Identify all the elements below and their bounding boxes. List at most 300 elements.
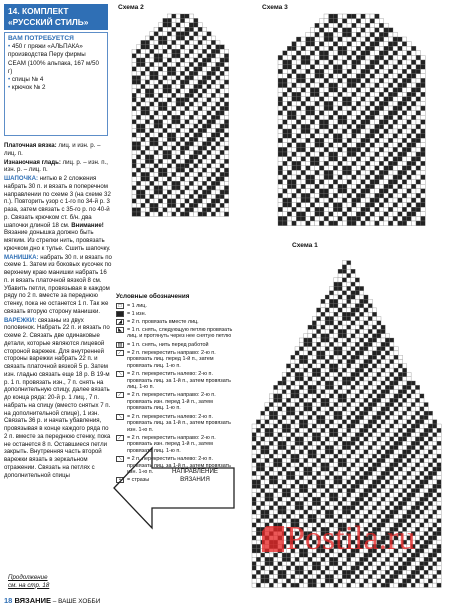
grid-cell (176, 111, 180, 115)
grid-cell (296, 46, 301, 51)
grid-cell (256, 557, 260, 561)
grid-cell (287, 78, 292, 83)
grid-cell (202, 111, 206, 115)
grid-cell (393, 37, 398, 42)
grid-cell (338, 175, 343, 180)
grid-cell (365, 65, 370, 70)
grid-cell (269, 407, 273, 411)
grid-cell (292, 212, 297, 217)
grid-cell (299, 415, 303, 419)
grid-cell (185, 181, 189, 185)
grid-cell (377, 329, 381, 333)
grid-cell (385, 403, 389, 407)
grid-cell (310, 65, 315, 70)
grid-cell (379, 97, 384, 102)
grid-cell (407, 78, 412, 83)
grid-cell (342, 454, 346, 458)
grid-cell (385, 579, 389, 583)
grid-cell (329, 446, 333, 450)
grid-cell (372, 437, 376, 441)
grid-cell (180, 102, 184, 106)
grid-cell (381, 403, 385, 407)
grid-cell (355, 329, 359, 333)
grid-cell (370, 32, 375, 37)
grid-cell (364, 355, 368, 359)
grid-cell (252, 575, 256, 579)
grid-cell (176, 137, 180, 141)
grid-cell (385, 407, 389, 411)
grid-cell (329, 88, 334, 93)
grid-cell (287, 189, 292, 194)
grid-cell (364, 338, 368, 342)
grid-cell (154, 186, 158, 190)
grid-cell (158, 181, 162, 185)
grid-cell (381, 415, 385, 419)
grid-cell (329, 111, 334, 116)
grid-cell (278, 411, 282, 415)
grid-cell (347, 106, 352, 111)
grid-cell (355, 471, 359, 475)
grid-cell (416, 120, 421, 125)
grid-cell (220, 54, 224, 58)
grid-cell (351, 282, 355, 286)
grid-cell (381, 355, 385, 359)
grid-cell (347, 441, 351, 445)
grid-cell (407, 124, 412, 129)
grid-cell (377, 570, 381, 574)
grid-cell (379, 111, 384, 116)
grid-cell (381, 562, 385, 566)
grid-cell (403, 385, 407, 389)
grid-cell (394, 360, 398, 364)
grid-cell (194, 49, 198, 53)
grid-cell (163, 106, 167, 110)
grid-cell (393, 216, 398, 221)
grid-cell (355, 415, 359, 419)
grid-cell (437, 575, 441, 579)
grid-cell (295, 407, 299, 411)
grid-cell (381, 377, 385, 381)
grid-cell (379, 120, 384, 125)
grid-cell (375, 175, 380, 180)
grid-cell (415, 553, 419, 557)
grid-cell (372, 360, 376, 364)
grid-cell (296, 161, 301, 166)
grid-cell (306, 129, 311, 134)
grid-cell (338, 493, 342, 497)
grid-cell (252, 484, 256, 488)
grid-cell (292, 180, 297, 185)
grid-cell (315, 55, 320, 60)
grid-cell (287, 157, 292, 162)
grid-cell (364, 428, 368, 432)
grid-cell (291, 403, 295, 407)
grid-cell (189, 181, 193, 185)
grid-cell (333, 42, 338, 47)
grid-cell (398, 88, 403, 93)
grid-cell (304, 377, 308, 381)
grid-cell (310, 134, 315, 139)
grid-cell (424, 463, 428, 467)
grid-cell (310, 74, 315, 79)
grid-cell (433, 437, 437, 441)
grid-cell (356, 212, 361, 217)
grid-cell (393, 88, 398, 93)
grid-cell (198, 45, 202, 49)
grid-cell (338, 78, 343, 83)
grid-cell (211, 133, 215, 137)
grid-cell (211, 124, 215, 128)
grid-cell (315, 115, 320, 120)
grid-cell (351, 364, 355, 368)
direction-label: НАПРАВЛЕНИЕ ВЯЗАНИЯ (171, 468, 219, 483)
grid-cell (324, 106, 329, 111)
grid-cell (385, 351, 389, 355)
grid-cell (154, 203, 158, 207)
grid-cell (420, 437, 424, 441)
grid-cell (375, 143, 380, 148)
grid-cell (342, 143, 347, 148)
grid-cell (299, 364, 303, 368)
grid-cell (402, 143, 407, 148)
grid-cell (334, 308, 338, 312)
grid-cell (393, 184, 398, 189)
grid-cell (329, 42, 334, 47)
grid-cell (347, 566, 351, 570)
grid-cell (385, 510, 389, 514)
grid-cell (421, 124, 426, 129)
grid-cell (295, 433, 299, 437)
grid-cell (324, 42, 329, 47)
grid-cell (403, 368, 407, 372)
grid-cell (163, 89, 167, 93)
grid-cell (390, 377, 394, 381)
grid-cell (216, 111, 220, 115)
grid-cell (338, 583, 342, 587)
grid-cell (351, 566, 355, 570)
grid-cell (385, 566, 389, 570)
grid-cell (172, 212, 176, 216)
grid-cell (198, 89, 202, 93)
grid-cell (198, 67, 202, 71)
grid-cell (207, 54, 211, 58)
grid-cell (132, 93, 136, 97)
grid-cell (286, 467, 290, 471)
grid-cell (321, 463, 325, 467)
grid-cell (384, 97, 389, 102)
grid-cell (352, 152, 357, 157)
grid-cell (411, 97, 416, 102)
grid-cell (304, 463, 308, 467)
grid-cell (301, 161, 306, 166)
grid-cell (329, 506, 333, 510)
grid-cell (437, 441, 441, 445)
grid-cell (375, 189, 380, 194)
grid-cell (269, 501, 273, 505)
grid-cell (338, 458, 342, 462)
grid-cell (295, 510, 299, 514)
grid-cell (312, 372, 316, 376)
grid-cell (379, 65, 384, 70)
grid-cell (398, 189, 403, 194)
grid-cell (136, 181, 140, 185)
grid-cell (368, 575, 372, 579)
grid-cell (355, 467, 359, 471)
grid-cell (377, 433, 381, 437)
grid-cell (342, 463, 346, 467)
grid-cell (274, 562, 278, 566)
legend-text: = 1 п. снять, нить перед работой (127, 341, 209, 348)
grid-cell (278, 193, 283, 198)
grid-cell (310, 120, 315, 125)
grid-cell (256, 489, 260, 493)
grid-cell (360, 372, 364, 376)
grid-cell (304, 394, 308, 398)
grid-cell (437, 540, 441, 544)
grid-cell (308, 446, 312, 450)
grid-cell (390, 493, 394, 497)
grid-cell (180, 111, 184, 115)
grid-cell (167, 89, 171, 93)
grid-cell (145, 142, 149, 146)
grid-cell (342, 88, 347, 93)
grid-cell (299, 403, 303, 407)
grid-cell (415, 575, 419, 579)
grid-cell (329, 321, 333, 325)
grid-cell (145, 71, 149, 75)
grid-cell (319, 60, 324, 65)
grid-cell (365, 143, 370, 148)
grid-cell (394, 514, 398, 518)
grid-cell (150, 142, 154, 146)
grid-cell (287, 69, 292, 74)
grid-cell (333, 37, 338, 42)
grid-cell (347, 377, 351, 381)
arrow-icon (112, 420, 236, 550)
grid-cell (216, 190, 220, 194)
grid-cell (291, 437, 295, 441)
grid-cell (282, 407, 286, 411)
grid-cell (315, 198, 320, 203)
grid-cell (172, 89, 176, 93)
grid-cell (329, 566, 333, 570)
grid-cell (364, 579, 368, 583)
grid-cell (136, 159, 140, 163)
grid-cell (415, 579, 419, 583)
grid-cell (379, 101, 384, 106)
grid-cell (394, 493, 398, 497)
grid-cell (274, 450, 278, 454)
grid-cell (342, 437, 346, 441)
grid-cell (189, 142, 193, 146)
grid-cell (377, 458, 381, 462)
grid-cell (365, 28, 370, 33)
grid-cell (278, 124, 283, 129)
grid-cell (360, 583, 364, 587)
grid-cell (375, 46, 380, 51)
grid-cell (370, 207, 375, 212)
grid-cell (415, 407, 419, 411)
grid-cell (385, 368, 389, 372)
grid-cell (393, 120, 398, 125)
grid-cell (132, 98, 136, 102)
grid-cell (334, 398, 338, 402)
grid-cell (338, 269, 342, 273)
grid-cell (310, 175, 315, 180)
grid-cell (424, 454, 428, 458)
grid-cell (202, 208, 206, 212)
grid-cell (390, 420, 394, 424)
grid-cell (364, 398, 368, 402)
grid-cell (388, 55, 393, 60)
grid-cell (317, 471, 321, 475)
grid-cell (315, 175, 320, 180)
grid-cell (334, 325, 338, 329)
grid-cell (338, 51, 343, 56)
grid-cell (220, 49, 224, 53)
grid-cell (141, 137, 145, 141)
grid-cell (216, 168, 220, 172)
grid-cell (352, 69, 357, 74)
grid-cell (368, 467, 372, 471)
grid-cell (421, 193, 426, 198)
grid-cell (278, 129, 283, 134)
grid-cell (329, 480, 333, 484)
grid-cell (394, 506, 398, 510)
grid-cell (351, 274, 355, 278)
grid-cell (333, 88, 338, 93)
grid-cell (370, 92, 375, 97)
grid-cell (368, 403, 372, 407)
grid-cell (342, 471, 346, 475)
grid-cell (301, 37, 306, 42)
grid-cell (388, 175, 393, 180)
grid-cell (292, 157, 297, 162)
grid-cell (356, 19, 361, 24)
grid-cell (347, 184, 352, 189)
grid-cell (365, 14, 370, 19)
grid-cell (299, 489, 303, 493)
grid-cell (342, 78, 347, 83)
grid-cell (150, 49, 154, 53)
grid-cell (312, 407, 316, 411)
grid-cell (306, 32, 311, 37)
grid-cell (424, 553, 428, 557)
grid-cell (394, 372, 398, 376)
grid-cell (278, 207, 283, 212)
grid-cell (360, 377, 364, 381)
grid-cell (301, 115, 306, 120)
grid-cell (295, 390, 299, 394)
grid-cell (407, 390, 411, 394)
grid-cell (411, 575, 415, 579)
grid-cell (172, 27, 176, 31)
grid-cell (329, 579, 333, 583)
grid-cell (282, 377, 286, 381)
grid-cell (372, 364, 376, 368)
grid-cell (433, 458, 437, 462)
grid-cell (390, 360, 394, 364)
grid-cell (356, 184, 361, 189)
grid-cell (415, 415, 419, 419)
grid-cell (150, 111, 154, 115)
grid-cell (172, 45, 176, 49)
grid-cell (338, 304, 342, 308)
grid-cell (158, 67, 162, 71)
grid-cell (355, 437, 359, 441)
grid-cell (393, 78, 398, 83)
grid-cell (342, 347, 346, 351)
grid-cell (308, 355, 312, 359)
grid-cell (377, 398, 381, 402)
grid-cell (398, 180, 403, 185)
grid-cell (278, 157, 283, 162)
grid-cell (211, 111, 215, 115)
grid-cell (364, 510, 368, 514)
grid-cell (437, 489, 441, 493)
grid-cell (394, 463, 398, 467)
grid-cell (224, 142, 228, 146)
grid-cell (198, 203, 202, 207)
grid-cell (402, 92, 407, 97)
grid-cell (312, 454, 316, 458)
grid-cell (364, 493, 368, 497)
grid-cell (317, 501, 321, 505)
grid-cell (163, 194, 167, 198)
grid-cell (411, 46, 416, 51)
grid-cell (338, 291, 342, 295)
grid-cell (136, 62, 140, 66)
grid-cell (381, 579, 385, 583)
grid-cell (338, 111, 343, 116)
grid-cell (194, 18, 198, 22)
grid-cell (393, 157, 398, 162)
grid-cell (312, 368, 316, 372)
grid-cell (347, 411, 351, 415)
grid-cell (167, 203, 171, 207)
grid-cell (385, 338, 389, 342)
grid-cell (312, 377, 316, 381)
grid-cell (420, 523, 424, 527)
grid-cell (299, 514, 303, 518)
grid-cell (342, 14, 347, 19)
grid-cell (282, 497, 286, 501)
grid-cell (216, 67, 220, 71)
grid-cell (158, 190, 162, 194)
grid-cell (338, 338, 342, 342)
grid-cell (299, 493, 303, 497)
grid-cell (319, 37, 324, 42)
grid-cell (342, 291, 346, 295)
grid-cell (351, 368, 355, 372)
grid-cell (361, 180, 366, 185)
grid-cell (176, 186, 180, 190)
grid-cell (154, 137, 158, 141)
grid-cell (296, 138, 301, 143)
grid-cell (342, 467, 346, 471)
grid-cell (338, 347, 342, 351)
grid-cell (364, 566, 368, 570)
grid-cell (381, 407, 385, 411)
grid-cell (351, 484, 355, 488)
grid-cell (325, 295, 329, 299)
grid-cell (347, 317, 351, 321)
grid-cell (136, 76, 140, 80)
grid-cell (360, 428, 364, 432)
grid-cell (292, 124, 297, 129)
grid-cell (282, 514, 286, 518)
grid-cell (375, 55, 380, 60)
